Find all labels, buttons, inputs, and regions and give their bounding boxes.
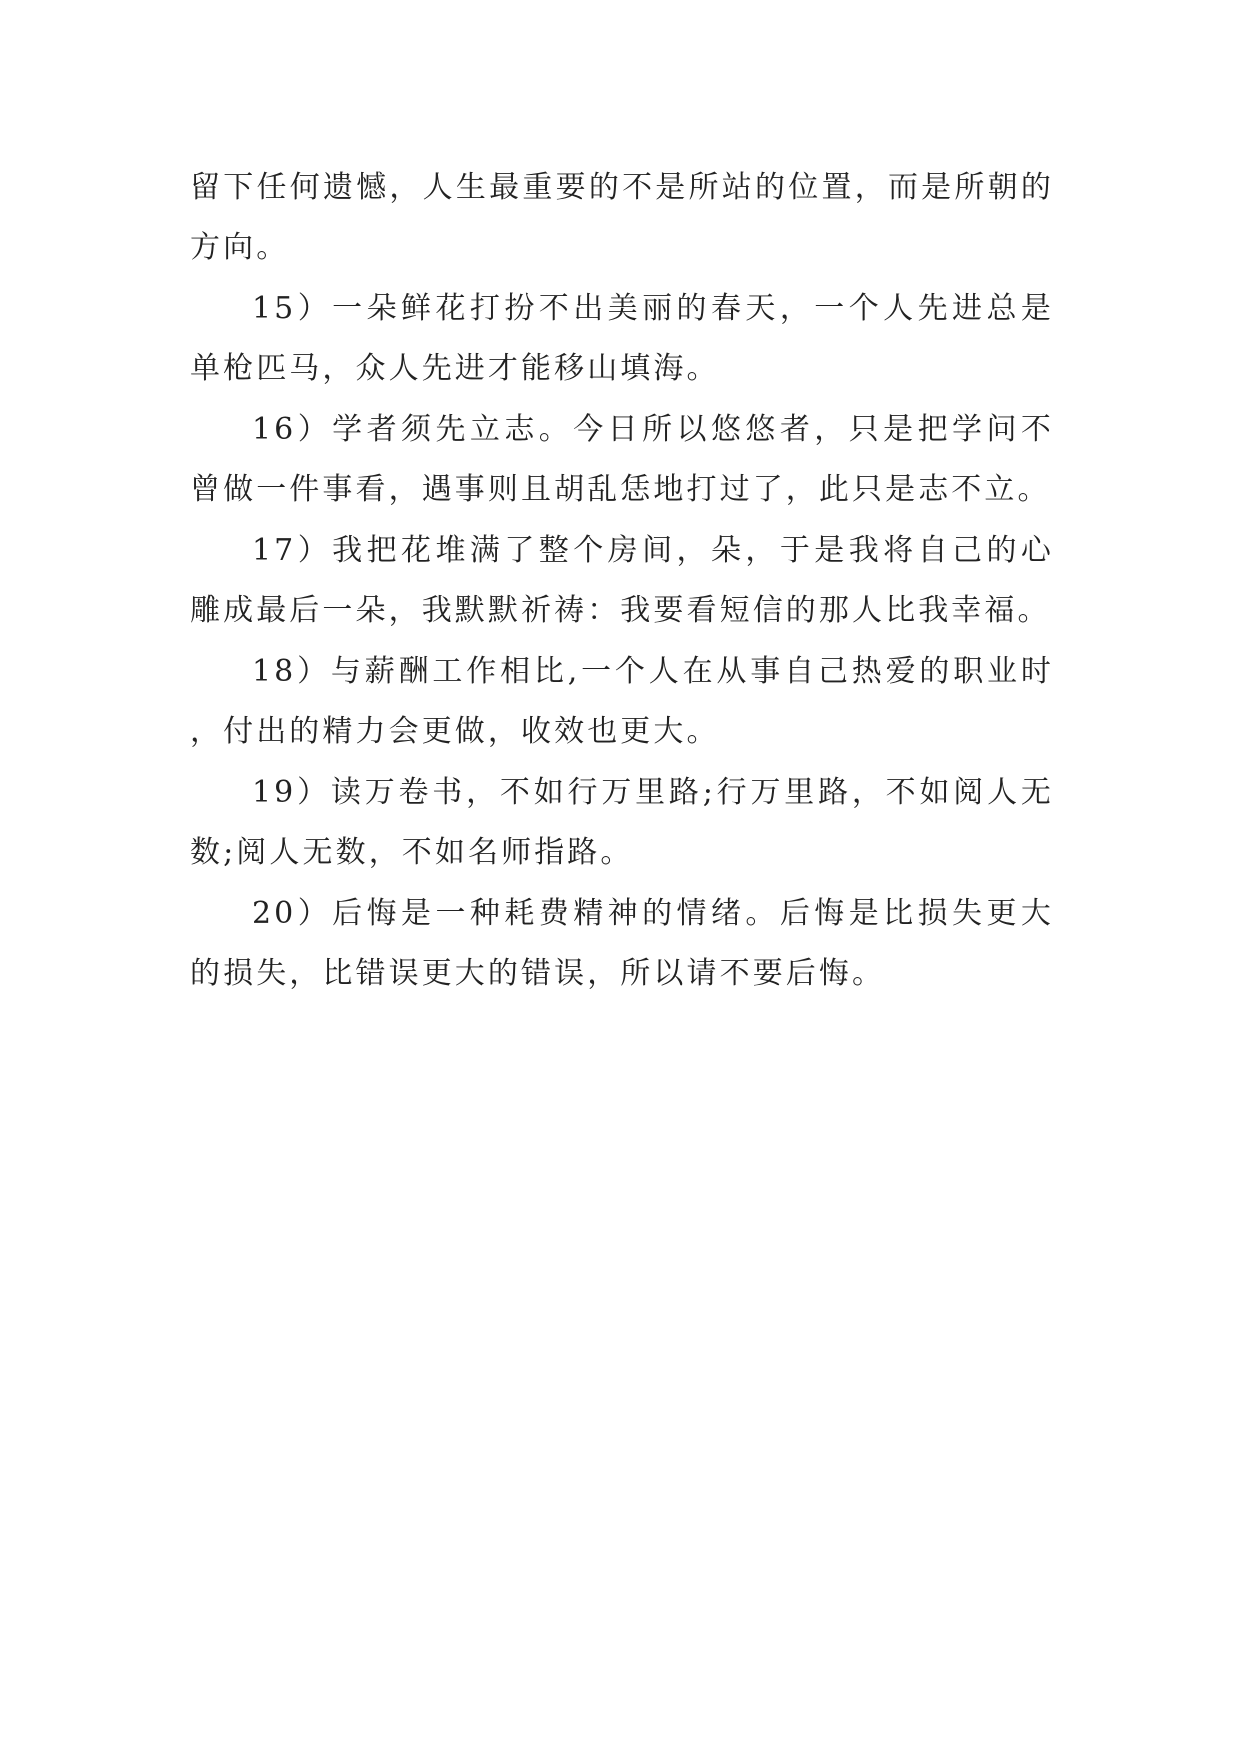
quote-item-20: 20）后悔是一种耗费精神的情绪。后悔是比损失更大的损失，比错误更大的错误，所以请不要后悔。 <box>190 896 1054 991</box>
quote-item-15: 15）一朵鲜花打扮不出美丽的春天，一个人先进总是单枪匹马，众人先进才能移山填海。 <box>190 291 1054 386</box>
quote-item-19: 19）读万卷书，不如行万里路;行万里路，不如阅人无数;阅人无数，不如名师指路。 <box>190 775 1054 870</box>
quote-item-17: 17）我把花堆满了整个房间，朵，于是我将自己的心雕成最后一朵，我默默祈祷：我要看短信的那人比我幸福。 <box>190 533 1054 628</box>
document-body <box>190 158 1054 1005</box>
quote-item-16: 16）学者须先立志。今日所以悠悠者，只是把学问不曾做一件事看，遇事则且胡乱恁地打过了，此只是志不立。 <box>190 412 1054 507</box>
quote-item-18: 18）与薪酬工作相比,一个人在从事自己热爱的职业时，付出的精力会更做，收效也更大。 <box>190 654 1054 749</box>
paragraph-continuation: 留下任何遗憾，人生最重要的不是所站的位置，而是所朝的方向。 <box>190 170 1054 265</box>
